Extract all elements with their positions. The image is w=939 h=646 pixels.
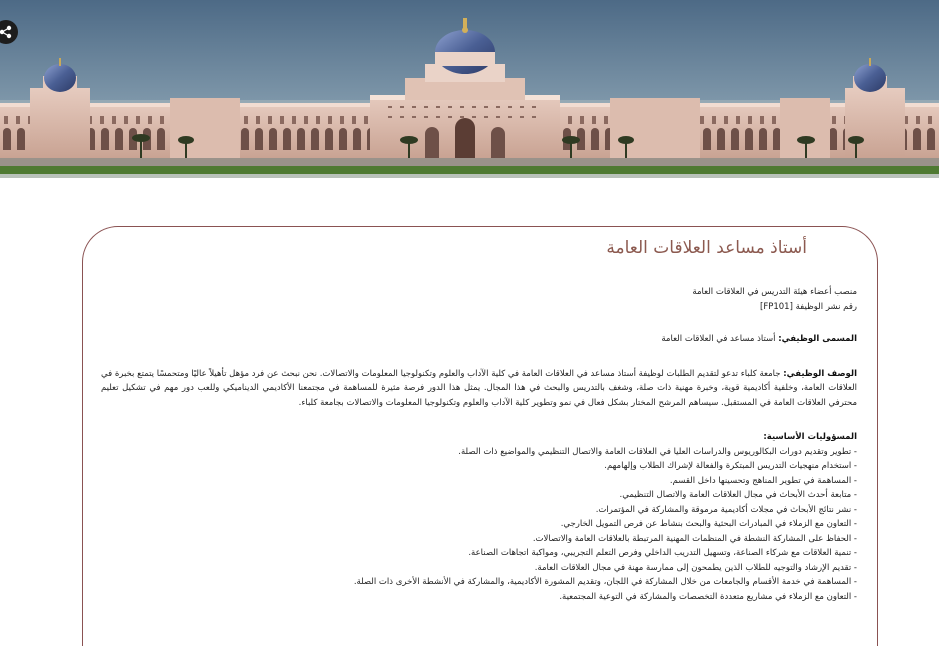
responsibilities-heading: المسؤوليات الأساسية: — [763, 432, 857, 442]
university-building-image — [0, 0, 939, 178]
responsibility-item: - تقديم الإرشاد والتوجيه للطلاب الذين يطمحون إلى ممارسة مهنة في مجال العلاقات العامة. — [534, 562, 857, 573]
share-icon — [0, 25, 13, 39]
position-line: منصب أعضاء هيئة التدريس في العلاقات العامة — [692, 287, 857, 297]
description-text: جامعة كلباء تدعو لتقديم الطلبات لوظيفة أستاذ مساعد في العلاقات العامة في كلية الآداب والعلوم وتكنولوجيا المعلومات والاتصالات. نحن نبحث عن فرد مؤهل تأهيلاً عاليًا ومتحمسًا يتمتع بخبرة في العلاقات العامة، وخلفية أكاديمية قوية، وخبرة مهنية ذات صلة، وشغف بالتدريس والبحث في هذا المجال. يمثل هذا الدور فرصة مثيرة للمساهمة في مجتمعنا الأكاديمي الديناميكي وللعب دور مهم في تشكيل تعليم محترفي العلاقات العامة في المستقبل. سيساهم المرشح المختار بشكل فعال في نمو وتطوير كلية الآداب والعلوم وتكنولوجيا المعلومات والاتصالات بجامعة كلباء. — [101, 368, 857, 408]
job-name-value: أستاذ مساعد في العلاقات العامة — [661, 334, 779, 344]
responsibility-item: - المساهمة في خدمة الأقسام والجامعات من خلال المشاركة في اللجان، وتقديم المشورة الأكاديمية، والمشاركة في الأنشطة الأخرى ذات الصلة. — [353, 577, 857, 587]
job-description — [101, 367, 857, 411]
description-label: الوصف الوظيفي: — [783, 368, 857, 379]
job-name-row — [101, 332, 857, 347]
responsibility-item: - تطوير وتقديم دورات البكالوريوس والدراسات العليا في العلاقات العامة والاتصال التنظيمي والمواضيع ذات الصلة. — [458, 446, 857, 457]
job-name-label: المسمى الوظيفي: — [778, 334, 857, 344]
responsibility-item: - متابعة أحدث الأبحاث في مجال العلاقات العامة والاتصال التنظيمي. — [619, 490, 857, 500]
responsibilities-list — [101, 445, 857, 605]
responsibility-item: - استخدام منهجيات التدريس المبتكرة والفعالة لإشراك الطلاب وإلهامهم. — [604, 461, 857, 471]
responsibility-item: - التعاون مع الزملاء في مشاريع متعددة التخصصات والمشاركة في التوعية المجتمعية. — [559, 591, 857, 602]
responsibility-item: - المساهمة في تطوير المناهج وتحسينها داخل القسم. — [669, 475, 857, 486]
responsibility-item: - التعاون مع الزملاء في المبادرات البحثية والبحث بنشاط عن فرص التمويل الخارجي. — [560, 519, 857, 529]
responsibility-item: - نشر نتائج الأبحاث في مجلات أكاديمية مرموقة والمشاركة في المؤتمرات. — [595, 504, 857, 515]
job-number-line: [FP101] رقم نشر الوظيفة — [760, 301, 857, 312]
job-title: أستاذ مساعد العلاقات العامة — [606, 238, 807, 258]
job-details — [101, 285, 857, 604]
header-banner — [0, 0, 939, 178]
responsibility-item: - الحفاظ على المشاركة النشطة في المنظمات المهنية المرتبطة بالعلاقات العامة والاتصالات. — [532, 533, 857, 544]
responsibility-item: - تنمية العلاقات مع شركاء الصناعة، وتسهيل التدريب الداخلي وفرص التعلم التجريبي، ومواكبة اتجاهات الصناعة. — [468, 548, 857, 558]
job-posting-card — [82, 226, 878, 646]
